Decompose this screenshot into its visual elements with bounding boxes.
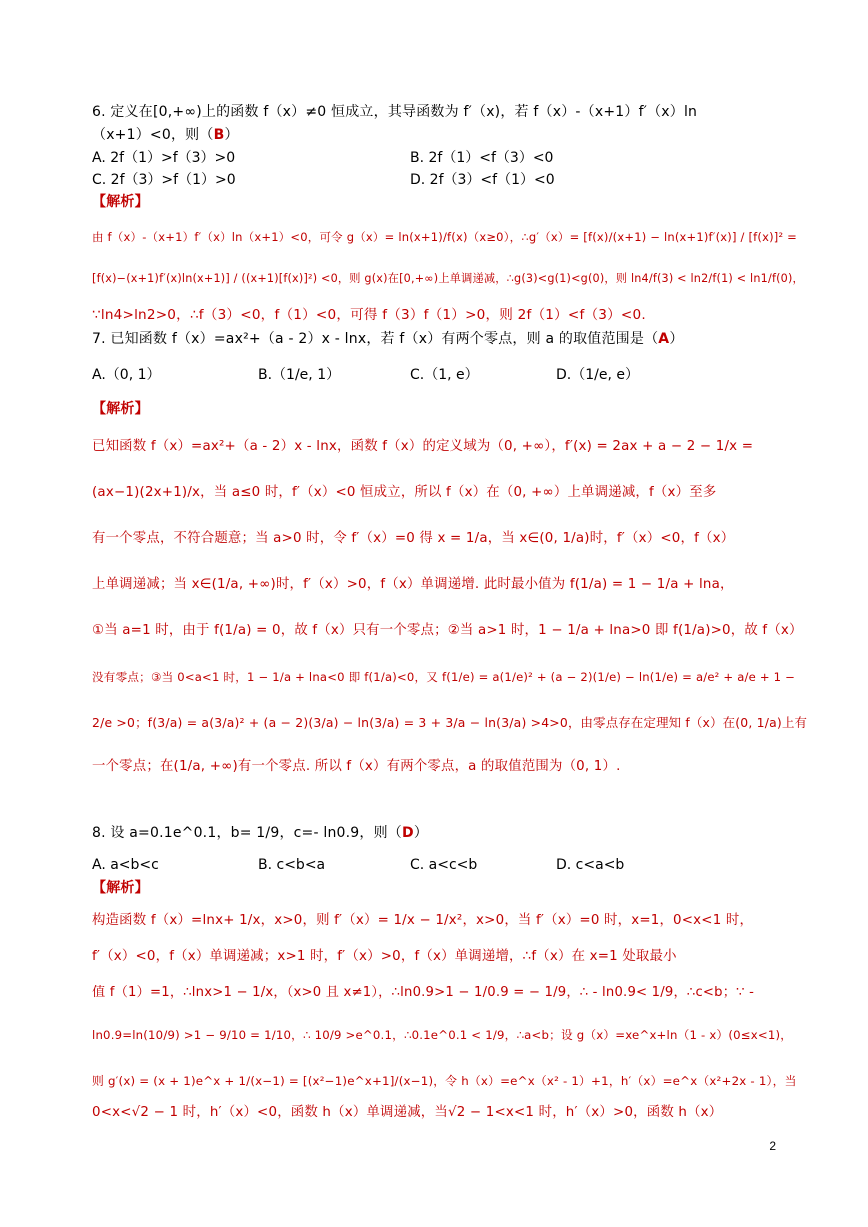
q7-solution-line2: (ax−1)(2x+1)/x，当 a≤0 时，f′（x）<0 恒成立，所以 f（x）在（0, +∞）上单调递减，f（x）至多 — [92, 485, 717, 500]
q7-analysis-heading: 【解析】 — [92, 401, 149, 417]
q7-option-d: D.（1/e, e） — [556, 367, 639, 383]
page-number: 2 — [769, 1139, 776, 1153]
q7-option-c: C.（1, e） — [410, 367, 479, 383]
q6-solution-line3: ∵ln4>ln2>0，∴f（3）<0，f（1）<0，可得 f（3）f（1）>0，则 2f（1）<f（3）<0. — [92, 307, 646, 323]
q8-solution-line5: 则 g′(x) = (x + 1)e^x + 1/(x−1) = [(x²−1)e^x+1]/(x−1)，令 h（x）=e^x（x² - 1）+1，h′（x）=e^x（x²+2x - 1），当 — [92, 1074, 797, 1088]
q7-stem-part-b: ） — [669, 331, 684, 347]
q7-solution-line6: 没有零点；③当 0<a<1 时，1 − 1/a + lna<0 即 f(1/a)<0，又 f(1/e) = a(1/e)² + (a − 2)(1/e) − ln(1/e) = a/e² + a/e + 1 − — [92, 670, 796, 684]
q7-solution-line5: ①当 a=1 时，由于 f(1/a) = 0，故 f（x）只有一个零点；②当 a>1 时，1 − 1/a + lna>0 即 f(1/a)>0，故 f（x） — [92, 623, 803, 638]
q6-option-b: B. 2f（1）<f（3）<0 — [410, 150, 554, 166]
q7-solution-line3: 有一个零点，不符合题意；当 a>0 时，令 f′（x）=0 得 x = 1/a，当 x∈(0, 1/a)时，f′（x）<0，f（x） — [92, 531, 735, 546]
q8-option-c: C. a<c<b — [410, 857, 478, 873]
q6-stem-line1: 6. 定义在[0,+∞)上的函数 f（x）≠0 恒成立，其导函数为 f′（x)，若 f（x）-（x+1）f′（x）ln — [92, 104, 698, 120]
q7-solution-line4: 上单调递减；当 x∈(1/a, +∞)时，f′（x）>0，f（x）单调递增. 此时最小值为 f(1/a) = 1 − 1/a + lna， — [92, 577, 734, 592]
q8-answer: D — [402, 825, 414, 841]
q7-option-a: A.（0, 1） — [92, 367, 161, 383]
q7-answer: A — [658, 331, 670, 347]
q6-option-d: D. 2f（3）<f（1）<0 — [410, 172, 555, 188]
q8-stem-part-b: ） — [413, 825, 429, 841]
q8-stem-part-a: 8. 设 a=0.1e^0.1，b= 1/9，c=- ln0.9，则（ — [92, 825, 402, 841]
q6-stem-part-b: ） — [224, 127, 239, 143]
q7-solution-line1: 已知函数 f（x）=ax²+（a - 2）x - lnx，函数 f（x）的定义域为（0, +∞），f′(x) = 2ax + a − 2 − 1/x = — [92, 439, 754, 454]
q8-solution-line2: f′（x）<0，f（x）单调递减；x>1 时，f′（x）>0，f（x）单调递增，∴f（x）在 x=1 处取最小 — [92, 949, 677, 964]
q6-stem-line2 — [92, 126, 239, 144]
q8-option-d: D. c<a<b — [556, 857, 625, 873]
q8-analysis-heading: 【解析】 — [92, 880, 149, 896]
q8-solution-line1: 构造函数 f（x）=lnx+ 1/x，x>0，则 f′（x）= 1/x − 1/x²，x>0，当 f′（x）=0 时，x=1，0<x<1 时， — [92, 913, 754, 928]
q6-stem-part-a: （x+1）<0，则（ — [92, 127, 214, 143]
q7-stem-part-a: 7. 已知函数 f（x）=ax²+（a - 2）x - lnx，若 f（x）有两个零点，则 a 的取值范围是（ — [92, 331, 659, 347]
q8-solution-line3: 值 f（1）=1，∴lnx>1 − 1/x，（x>0 且 x≠1），∴ln0.9>1 − 1/0.9 = − 1/9，∴ - ln0.9< 1/9，∴c<b；∵ - — [92, 985, 755, 1000]
q8-option-b: B. c<b<a — [258, 857, 326, 873]
q6-option-a: A. 2f（1）>f（3）>0 — [92, 150, 236, 166]
q8-stem — [92, 824, 428, 842]
q7-option-b: B.（1/e, 1） — [258, 367, 341, 383]
q6-solution-line2: [f(x)−(x+1)f′(x)ln(x+1)] / ((x+1)[f(x)]²) <0，则 g(x)在[0,+∞)上单调递减，∴g(3)<g(1)<g(0)，则 ln4/f(3) < ln2/f(1) < ln1/f(0)， — [92, 272, 804, 285]
q6-answer: B — [213, 127, 225, 143]
q8-solution-line4: ln0.9=ln(10/9) >1 − 9/10 = 1/10，∴ 10/9 >e^0.1，∴0.1e^0.1 < 1/9，∴a<b；设 g（x）=xe^x+ln（1 - x）(0≤x<1)， — [92, 1028, 793, 1042]
q6-option-c: C. 2f（3）>f（1）>0 — [92, 172, 236, 188]
q7-solution-line7: 2/e >0；f(3/a) = a(3/a)² + (a − 2)(3/a) − ln(3/a) = 3 + 3/a − ln(3/a) >4>0，由零点存在定理知 f（x）在(0, 1/a)上有 — [92, 715, 808, 730]
q7-solution-line8: 一个零点；在(1/a, +∞)有一个零点. 所以 f（x）有两个零点，a 的取值范围为（0, 1）. — [92, 759, 621, 774]
q8-solution-line6: 0<x<√2 − 1 时，h′（x）<0，函数 h（x）单调递减，当√2 − 1<x<1 时，h′（x）>0，函数 h（x） — [92, 1105, 723, 1120]
q6-analysis-heading: 【解析】 — [92, 194, 149, 210]
q7-stem — [92, 330, 684, 348]
q8-option-a: A. a<b<c — [92, 857, 159, 873]
q6-solution-line1: 由 f（x）-（x+1）f′（x）ln（x+1）<0，可令 g（x）= ln(x+1)/f(x)（x≥0），∴g′（x）= [f(x)/(x+1) − ln(x+1)f′(x)] / [f(x)]² = — [92, 230, 797, 244]
